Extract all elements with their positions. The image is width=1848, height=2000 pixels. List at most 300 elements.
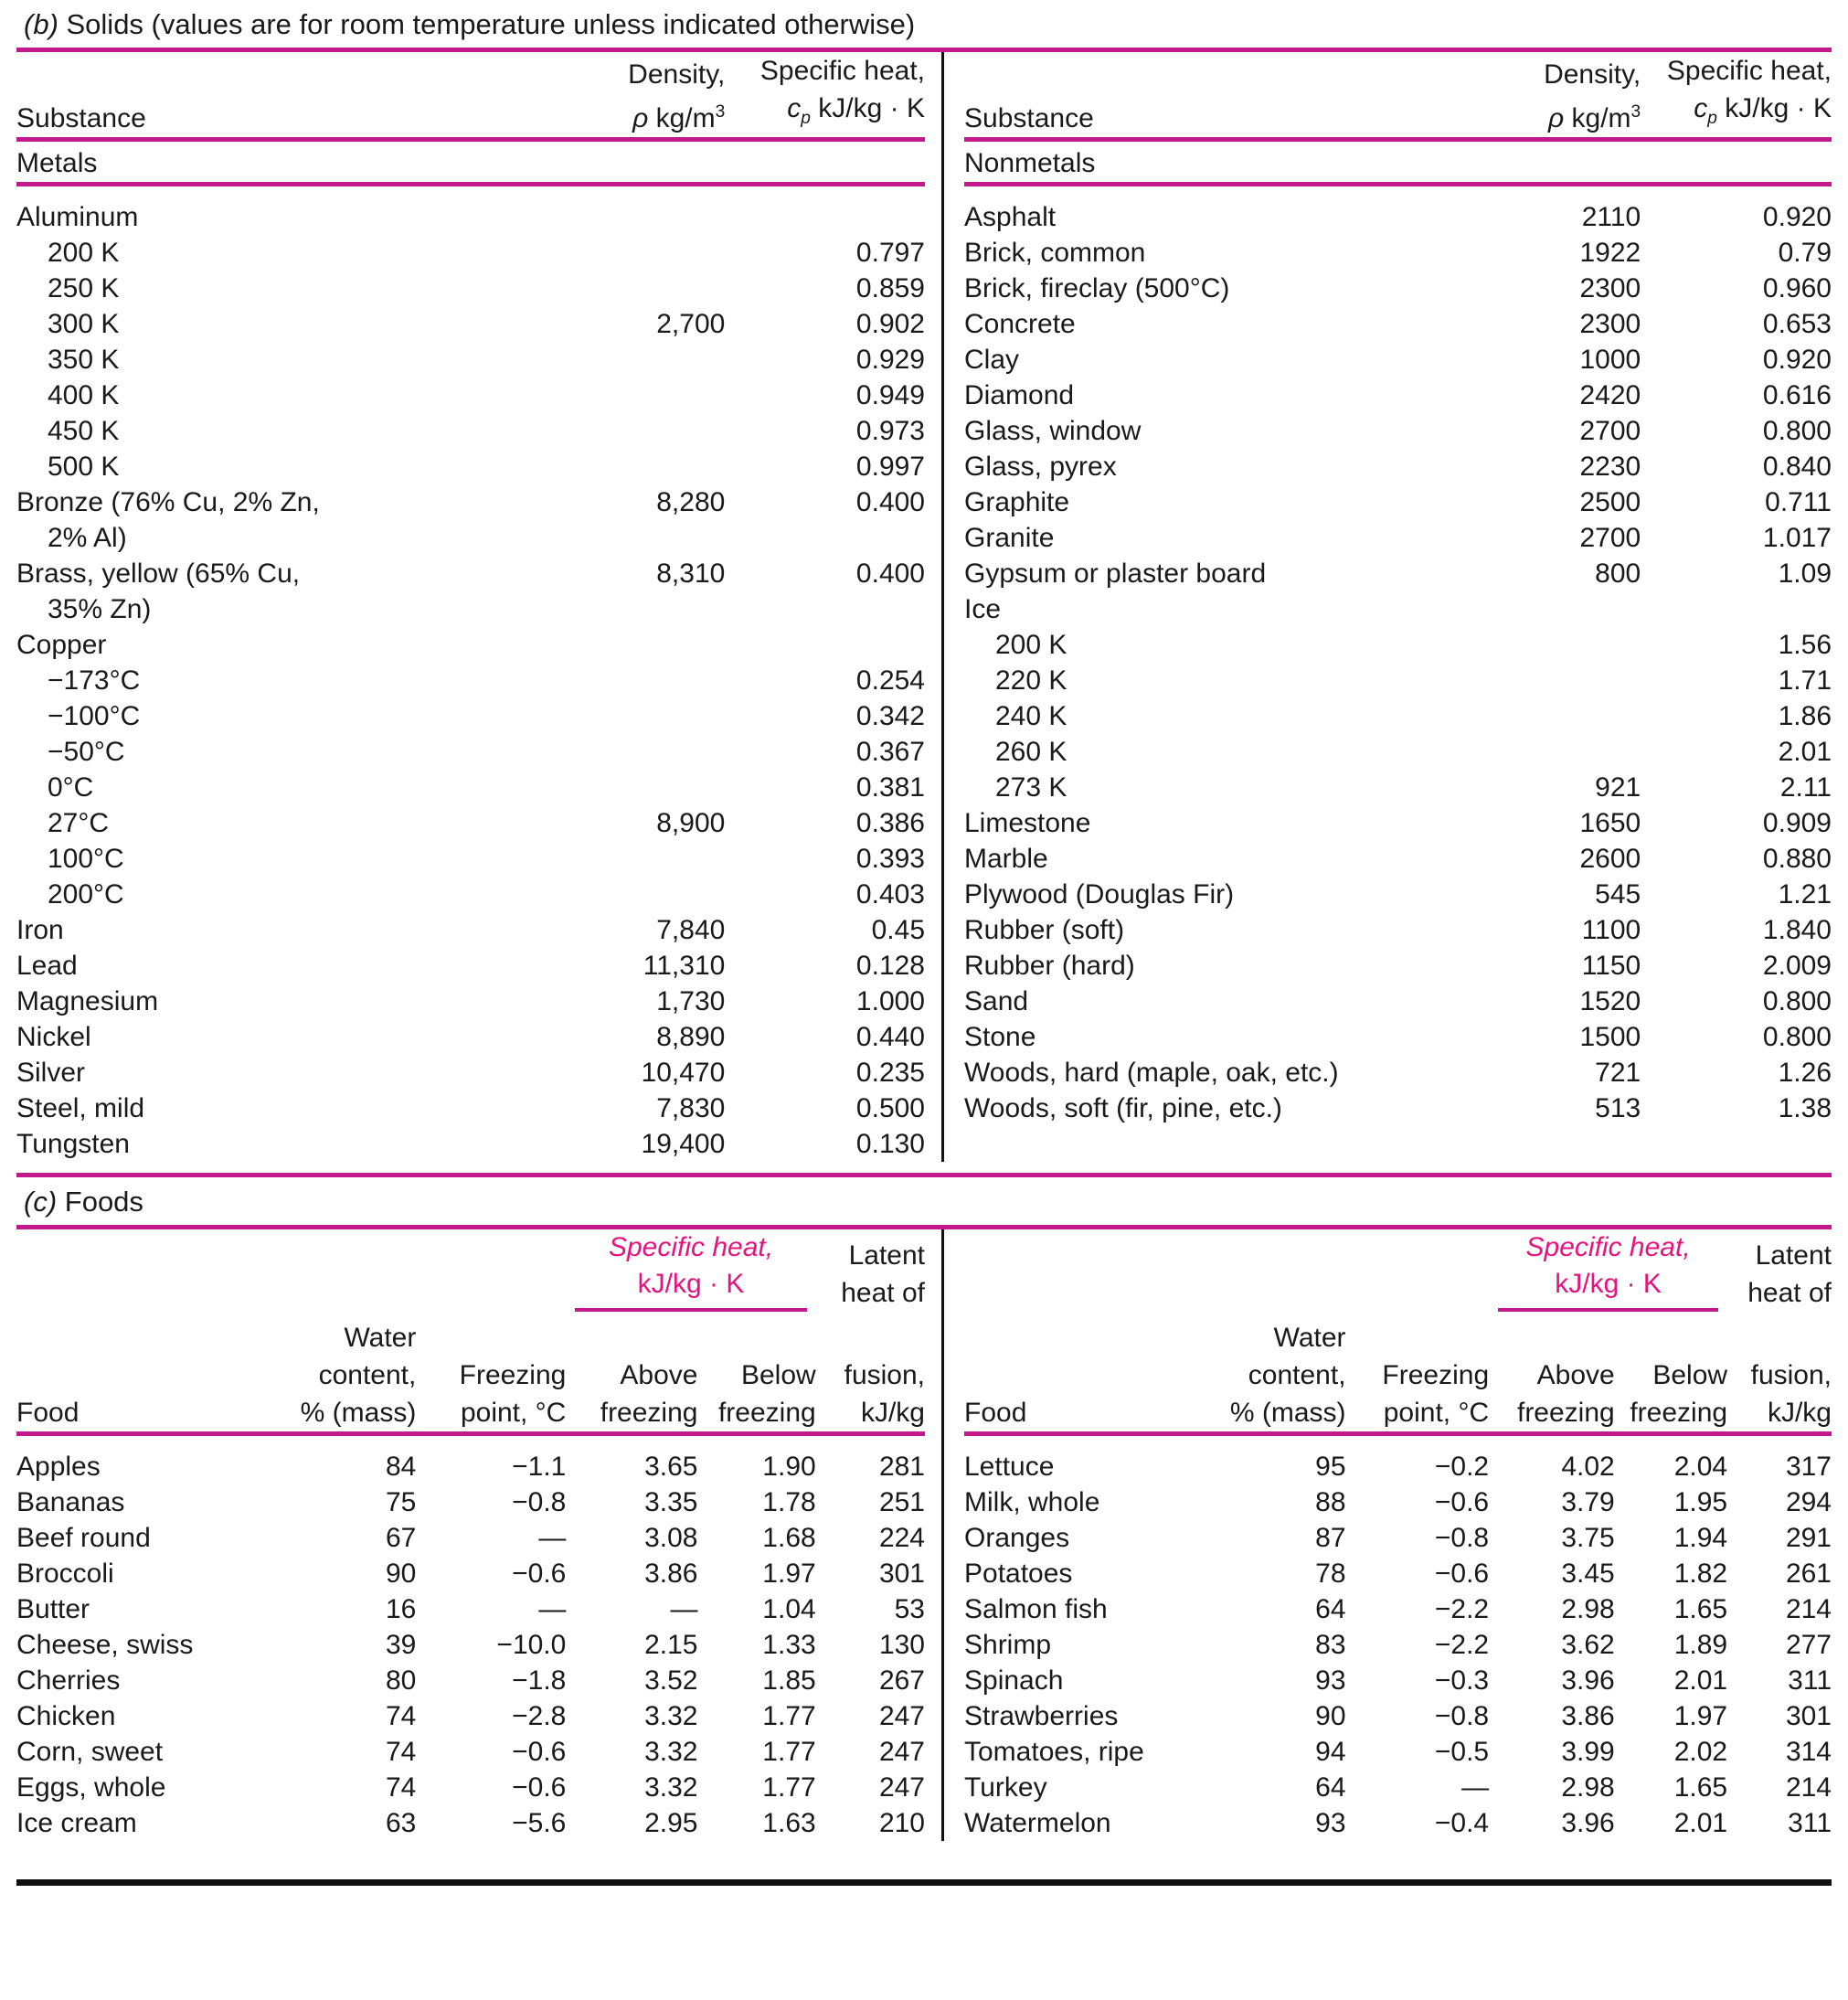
foods-sh-title-right: Specific heat,	[1525, 1232, 1691, 1262]
water-content-value: 87	[1315, 1523, 1346, 1553]
specific-heat-value: 1.26	[1778, 1058, 1832, 1088]
table-row	[16, 912, 925, 948]
foods-latent-l2-left: heat of	[841, 1278, 925, 1308]
density-value	[526, 449, 726, 484]
table-row	[964, 627, 1832, 663]
specific-heat-value: 0.254	[855, 665, 925, 696]
table-row	[16, 877, 925, 912]
table-row	[16, 1090, 925, 1126]
table-row	[964, 984, 1832, 1019]
density-value: 513	[1595, 1093, 1641, 1123]
table-row	[964, 271, 1832, 306]
water-content-value: 93	[1315, 1808, 1346, 1838]
table-row	[964, 591, 1832, 627]
substance-name: Plywood (Douglas Fir)	[964, 879, 1235, 910]
table-row	[964, 1698, 1832, 1734]
substance-name: 350 K	[48, 345, 120, 375]
cp-below-freezing-value: 2.01	[1673, 1665, 1728, 1696]
foods-sh-title-left: Specific heat,	[608, 1232, 774, 1262]
header-specific-heat-right	[1641, 52, 1832, 137]
freezing-point-value: −2.2	[1434, 1594, 1490, 1624]
table-row	[16, 805, 925, 841]
latent-heat-value: 317	[1785, 1452, 1832, 1482]
specific-heat-value: 0.909	[1762, 808, 1832, 838]
specific-heat-value: 1.86	[1778, 701, 1832, 731]
substance-name: Bronze (76% Cu, 2% Zn,	[16, 487, 320, 517]
substance-name: 273 K	[995, 772, 1067, 803]
specific-heat-value: 2.009	[1762, 951, 1832, 981]
solids-header-row	[16, 52, 925, 137]
specific-heat-value: 0.653	[1762, 309, 1832, 339]
table-row	[16, 1591, 925, 1627]
density-value: 2300	[1579, 309, 1641, 339]
density-value: 1520	[1579, 986, 1641, 1016]
specific-heat-value: 0.342	[855, 701, 925, 731]
density-value: 2300	[1579, 273, 1641, 303]
foods-latent-l4-right: kJ/kg	[1767, 1398, 1832, 1428]
substance-name: Nickel	[16, 1022, 91, 1052]
density-value: 1150	[1581, 951, 1641, 981]
substance-name: 400 K	[48, 380, 120, 410]
specific-heat-value: 0.840	[1762, 452, 1832, 482]
cp-above-freezing-value: 3.96	[1561, 1665, 1615, 1696]
foods-water-l1-left: Water	[344, 1323, 417, 1353]
foods-specific-heat-title-row-left	[16, 1229, 925, 1319]
solids-category-row-metals	[16, 142, 925, 182]
foods-right-body	[964, 1449, 1832, 1841]
freezing-point-value: −2.2	[1434, 1630, 1490, 1660]
foods-specific-heat-title-row-right	[964, 1229, 1832, 1319]
foods-above-l2-left: freezing	[600, 1398, 698, 1428]
foods-left-table	[16, 1229, 925, 1841]
density-value: 1922	[1579, 238, 1641, 268]
specific-heat-value: 0.880	[1762, 844, 1832, 874]
specific-heat-value: 0.902	[855, 309, 925, 339]
cp-above-freezing-value: 3.32	[644, 1737, 698, 1767]
latent-heat-value: 247	[878, 1772, 925, 1803]
foods-table	[16, 1229, 1832, 1841]
solids-caption	[16, 0, 1832, 48]
specific-heat-value	[725, 520, 925, 556]
water-content-value: 94	[1315, 1737, 1346, 1767]
table-row	[16, 1663, 925, 1698]
substance-name: Brass, yellow (65% Cu,	[16, 559, 301, 589]
density-value: 2,700	[656, 309, 726, 339]
specific-heat-value: 0.367	[855, 737, 925, 767]
table-row	[16, 449, 925, 484]
substance-name: Lead	[16, 951, 78, 981]
water-content-value: 67	[385, 1523, 417, 1553]
table-row	[16, 1520, 925, 1556]
header-substance-label-right: Substance	[964, 103, 1094, 133]
foods-header-row-left	[16, 1319, 925, 1431]
cp-below-freezing-value: 2.02	[1673, 1737, 1728, 1767]
density-value	[526, 199, 726, 235]
header-substance-label: Substance	[16, 103, 146, 133]
cp-below-freezing-value: 1.33	[762, 1630, 816, 1660]
header-density	[526, 52, 726, 137]
cp-above-freezing-value: 3.32	[644, 1772, 698, 1803]
freezing-point-value: −0.8	[1434, 1523, 1490, 1553]
density-value: 19,400	[641, 1129, 726, 1159]
specific-heat-value: 0.130	[855, 1129, 925, 1159]
foods-water-l2-left: content,	[318, 1360, 417, 1390]
substance-name: Clay	[964, 345, 1020, 375]
table-row	[964, 841, 1832, 877]
cp-above-freezing-value: 3.45	[1561, 1559, 1615, 1589]
specific-heat-value: 0.235	[855, 1058, 925, 1088]
density-value: 545	[1595, 879, 1641, 910]
solids-metals-table	[16, 52, 925, 1162]
food-name: Bananas	[16, 1487, 125, 1517]
cp-below-freezing-value: 1.85	[762, 1665, 816, 1696]
specific-heat-value	[725, 199, 925, 235]
solids-nonmetals-body	[964, 199, 1832, 1126]
density-value	[526, 378, 726, 413]
latent-heat-value: 224	[878, 1523, 925, 1553]
table-row	[16, 984, 925, 1019]
water-content-value: 16	[385, 1594, 417, 1624]
density-value: 800	[1595, 559, 1641, 589]
specific-heat-value: 0.128	[855, 951, 925, 981]
substance-name: −100°C	[48, 701, 141, 731]
table-row	[964, 1627, 1832, 1663]
substance-name: −50°C	[48, 737, 125, 767]
foods-latent-l3-left: fusion,	[844, 1360, 925, 1390]
foods-freeze-l1-left: Freezing	[459, 1360, 567, 1390]
specific-heat-value: 0.400	[855, 487, 925, 517]
table-row	[964, 1805, 1832, 1841]
latent-heat-value: 301	[878, 1559, 925, 1589]
foods-above-l1-left: Above	[620, 1360, 698, 1390]
specific-heat-value: 0.79	[1778, 238, 1832, 268]
cp-above-freezing-value: 3.75	[1561, 1523, 1615, 1553]
density-value	[526, 235, 726, 271]
foods-below-l2-right: freezing	[1630, 1398, 1728, 1428]
food-name: Oranges	[964, 1523, 1070, 1553]
food-name: Tomatoes, ripe	[964, 1737, 1144, 1767]
table-row	[16, 520, 925, 556]
specific-heat-value: 0.381	[855, 772, 925, 803]
density-value: 8,890	[656, 1022, 726, 1052]
substance-name: Asphalt	[964, 202, 1057, 232]
specific-heat-value: 0.973	[855, 416, 925, 446]
density-value	[526, 734, 726, 770]
latent-heat-value: 251	[878, 1487, 925, 1517]
cp-above-freezing-value: 3.79	[1561, 1487, 1615, 1517]
freezing-point-value: −0.3	[1434, 1665, 1490, 1696]
header-substance-right	[964, 52, 1450, 137]
water-content-value: 74	[385, 1701, 417, 1731]
freezing-point-value: −2.8	[512, 1701, 567, 1731]
cp-above-freezing-value: 3.08	[644, 1523, 698, 1553]
latent-heat-value: 53	[894, 1594, 925, 1624]
header-specific-heat	[725, 52, 925, 137]
table-row	[16, 484, 925, 520]
cp-below-freezing-value: 2.01	[1673, 1808, 1728, 1838]
density-value	[526, 877, 726, 912]
specific-heat-value: 1.38	[1778, 1093, 1832, 1123]
table-row	[16, 698, 925, 734]
latent-heat-value: 214	[1785, 1594, 1832, 1624]
table-row	[964, 1484, 1832, 1520]
foods-latent-l1-left: Latent	[848, 1240, 925, 1271]
density-value	[526, 342, 726, 378]
solids-body-spacer-left	[16, 186, 925, 199]
density-value	[1450, 734, 1641, 770]
food-name: Lettuce	[964, 1452, 1055, 1482]
food-name: Strawberries	[964, 1701, 1119, 1731]
specific-heat-value: 0.500	[855, 1093, 925, 1123]
freezing-point-value: −0.6	[1434, 1559, 1490, 1589]
substance-name: 220 K	[995, 665, 1067, 696]
table-row	[16, 271, 925, 306]
table-row	[16, 1698, 925, 1734]
substance-name: −173°C	[48, 665, 141, 696]
freezing-point-value: —	[538, 1594, 567, 1624]
foods-caption-text: Foods	[57, 1186, 143, 1218]
table-row	[16, 235, 925, 271]
foods-sh-units-left: kJ/kg · K	[637, 1269, 745, 1299]
water-content-value: 78	[1315, 1559, 1346, 1589]
foods-latent-l2-right: heat of	[1747, 1278, 1832, 1308]
freezing-point-value: −0.6	[512, 1559, 567, 1589]
foods-sh-spacer-left	[16, 1229, 566, 1319]
table-row	[16, 841, 925, 877]
specific-heat-value: 1.09	[1778, 559, 1832, 589]
freezing-point-value: −0.6	[512, 1737, 567, 1767]
table-row	[964, 520, 1832, 556]
substance-name: Steel, mild	[16, 1093, 145, 1123]
table-row	[964, 1591, 1832, 1627]
latent-heat-value: 301	[1785, 1701, 1832, 1731]
foods-below-l1-right: Below	[1652, 1360, 1728, 1390]
substance-name: Tungsten	[16, 1129, 130, 1159]
cp-below-freezing-value: 1.65	[1673, 1772, 1728, 1803]
foods-latent-l3-right: fusion,	[1750, 1360, 1832, 1390]
food-name: Apples	[16, 1452, 101, 1482]
density-value	[526, 698, 726, 734]
density-value: 2230	[1579, 452, 1641, 482]
substance-name: 250 K	[48, 273, 120, 303]
cp-below-freezing-value: 1.90	[762, 1452, 816, 1482]
solids-body-spacer-right	[964, 186, 1832, 199]
latent-heat-value: 130	[878, 1630, 925, 1660]
freezing-point-value: −0.2	[1434, 1452, 1490, 1482]
water-content-value: 74	[385, 1772, 417, 1803]
freezing-point-value: −1.8	[512, 1665, 567, 1696]
substance-name: Limestone	[964, 808, 1091, 838]
water-content-value: 64	[1315, 1772, 1346, 1803]
density-value	[1450, 591, 1641, 627]
foods-latent-l1-right: Latent	[1755, 1240, 1832, 1271]
specific-heat-value: 0.45	[871, 915, 925, 945]
foods-sh-units-right: kJ/kg · K	[1555, 1269, 1662, 1299]
specific-heat-value	[725, 591, 925, 627]
food-name: Spinach	[964, 1665, 1064, 1696]
specific-heat-value: 0.403	[855, 879, 925, 910]
latent-heat-value: 267	[878, 1665, 925, 1696]
specific-heat-value: 1.017	[1762, 523, 1832, 553]
solids-table	[16, 52, 1832, 1162]
food-name: Milk, whole	[964, 1487, 1100, 1517]
specific-heat-value: 1.840	[1762, 915, 1832, 945]
substance-name: 200 K	[48, 238, 120, 268]
water-content-value: 80	[385, 1665, 417, 1696]
foods-latent-top-left	[816, 1229, 925, 1319]
density-value: 2500	[1579, 487, 1641, 517]
foods-body-spacer-right	[964, 1436, 1832, 1449]
substance-name: Diamond	[964, 380, 1075, 410]
table-row	[16, 591, 925, 627]
table-row	[964, 484, 1832, 520]
density-value: 2600	[1579, 844, 1641, 874]
header-density-right	[1450, 52, 1641, 137]
water-content-value: 64	[1315, 1594, 1346, 1624]
latent-heat-value: 261	[1785, 1559, 1832, 1589]
cp-above-freezing-value: 3.65	[644, 1452, 698, 1482]
specific-heat-value: 0.960	[1762, 273, 1832, 303]
substance-name: 300 K	[48, 309, 120, 339]
density-value: 10,470	[641, 1058, 726, 1088]
density-value: 721	[1595, 1058, 1641, 1088]
latent-heat-value: 247	[878, 1701, 925, 1731]
page-bottom-rule	[16, 1879, 1832, 1886]
food-name: Cheese, swiss	[16, 1630, 194, 1660]
water-content-value: 90	[385, 1559, 417, 1589]
food-name: Corn, sweet	[16, 1737, 164, 1767]
density-value	[526, 520, 726, 556]
water-content-value: 75	[385, 1487, 417, 1517]
table-row	[16, 1055, 925, 1090]
table-row	[964, 1449, 1832, 1484]
water-content-value: 83	[1315, 1630, 1346, 1660]
table-row	[964, 449, 1832, 484]
table-row	[964, 235, 1832, 271]
food-name: Chicken	[16, 1701, 116, 1731]
foods-left-body	[16, 1449, 925, 1841]
cp-below-freezing-value: 1.65	[1673, 1594, 1728, 1624]
foods-freeze-l1-right: Freezing	[1382, 1360, 1490, 1390]
specific-heat-value: 0.949	[855, 380, 925, 410]
foods-header-row-right	[964, 1319, 1832, 1431]
table-row	[16, 342, 925, 378]
table-row	[16, 1627, 925, 1663]
header-cp-line2-right: $c_p$ kJ/kg · K	[1694, 93, 1832, 128]
cp-below-freezing-value: 2.04	[1673, 1452, 1728, 1482]
foods-header-freezing-right	[1346, 1319, 1490, 1431]
freezing-point-value: −0.5	[1434, 1737, 1490, 1767]
freezing-point-value: —	[1461, 1772, 1490, 1803]
solids-nonmetals-table	[964, 52, 1832, 1126]
density-value: 1100	[1581, 915, 1641, 945]
cp-above-freezing-value: 2.15	[644, 1630, 698, 1660]
table-row	[964, 199, 1832, 235]
specific-heat-value: 0.920	[1762, 345, 1832, 375]
freezing-point-value: −0.6	[512, 1772, 567, 1803]
specific-heat-value: 1.21	[1778, 879, 1832, 910]
foods-sh-underline-right	[1498, 1308, 1718, 1312]
water-content-value: 84	[385, 1452, 417, 1482]
cp-below-freezing-value: 1.89	[1673, 1630, 1728, 1660]
density-value: 1650	[1579, 808, 1641, 838]
food-name: Shrimp	[964, 1630, 1052, 1660]
cp-above-freezing-value: 3.96	[1561, 1808, 1615, 1838]
density-value: 8,900	[656, 808, 726, 838]
table-row	[964, 1520, 1832, 1556]
specific-heat-value: 0.400	[855, 559, 925, 589]
foods-water-l1-right: Water	[1273, 1323, 1346, 1353]
table-row	[16, 663, 925, 698]
foods-latent-top-right	[1727, 1229, 1832, 1319]
substance-name: Stone	[964, 1022, 1036, 1052]
substance-name: Gypsum or plaster board	[964, 559, 1267, 589]
substance-name: Sand	[964, 986, 1029, 1016]
density-value: 921	[1595, 772, 1641, 803]
table-row	[964, 770, 1832, 805]
substance-name: Granite	[964, 523, 1055, 553]
density-value: 2700	[1579, 523, 1641, 553]
cp-below-freezing-value: 1.77	[762, 1701, 816, 1731]
food-name: Turkey	[964, 1772, 1047, 1803]
water-content-value: 90	[1315, 1701, 1346, 1731]
cp-above-freezing-value: —	[670, 1594, 698, 1624]
substance-name: Concrete	[964, 309, 1076, 339]
table-row	[16, 1556, 925, 1591]
table-row	[964, 805, 1832, 841]
table-row	[16, 627, 925, 663]
freezing-point-value: −0.8	[512, 1487, 567, 1517]
foods-sh-spacer-right	[964, 1229, 1489, 1319]
density-value: 8,310	[656, 559, 726, 589]
table-row	[16, 1019, 925, 1055]
foods-above-l1-right: Above	[1536, 1360, 1615, 1390]
specific-heat-value: 2.11	[1779, 772, 1832, 803]
food-name: Ice cream	[16, 1808, 137, 1838]
density-value: 2700	[1579, 416, 1641, 446]
density-value: 7,830	[656, 1093, 726, 1123]
cp-below-freezing-value: 1.63	[762, 1808, 816, 1838]
substance-name: 35% Zn)	[48, 594, 152, 624]
table-row	[16, 306, 925, 342]
density-value	[1450, 627, 1641, 663]
substance-name: Marble	[964, 844, 1048, 874]
substance-name: Silver	[16, 1058, 86, 1088]
cp-above-freezing-value: 2.98	[1561, 1594, 1615, 1624]
foods-water-l3-right: % (mass)	[1229, 1398, 1346, 1428]
cp-below-freezing-value: 1.94	[1673, 1523, 1728, 1553]
latent-heat-value: 247	[878, 1737, 925, 1767]
table-row	[16, 770, 925, 805]
foods-header-below-right	[1615, 1319, 1727, 1431]
solids-left-pane	[16, 52, 941, 1162]
substance-name: Iron	[16, 915, 64, 945]
specific-heat-value: 0.800	[1762, 1022, 1832, 1052]
specific-heat-value: 0.929	[855, 345, 925, 375]
specific-heat-value: 0.920	[1762, 202, 1832, 232]
specific-heat-value	[1641, 591, 1832, 627]
foods-caption-prefix: (c)	[24, 1186, 58, 1218]
table-row	[964, 1019, 1832, 1055]
foods-right-pane	[941, 1229, 1832, 1841]
cp-below-freezing-value: 1.68	[762, 1523, 816, 1553]
table-row	[16, 1770, 925, 1805]
cp-below-freezing-value: 1.97	[1673, 1701, 1728, 1731]
header-density-line2-right: ρ $kg/m^3$	[1548, 102, 1641, 133]
density-value: 1,730	[656, 986, 726, 1016]
latent-heat-value: 291	[1785, 1523, 1832, 1553]
foods-header-water-left	[289, 1319, 416, 1431]
